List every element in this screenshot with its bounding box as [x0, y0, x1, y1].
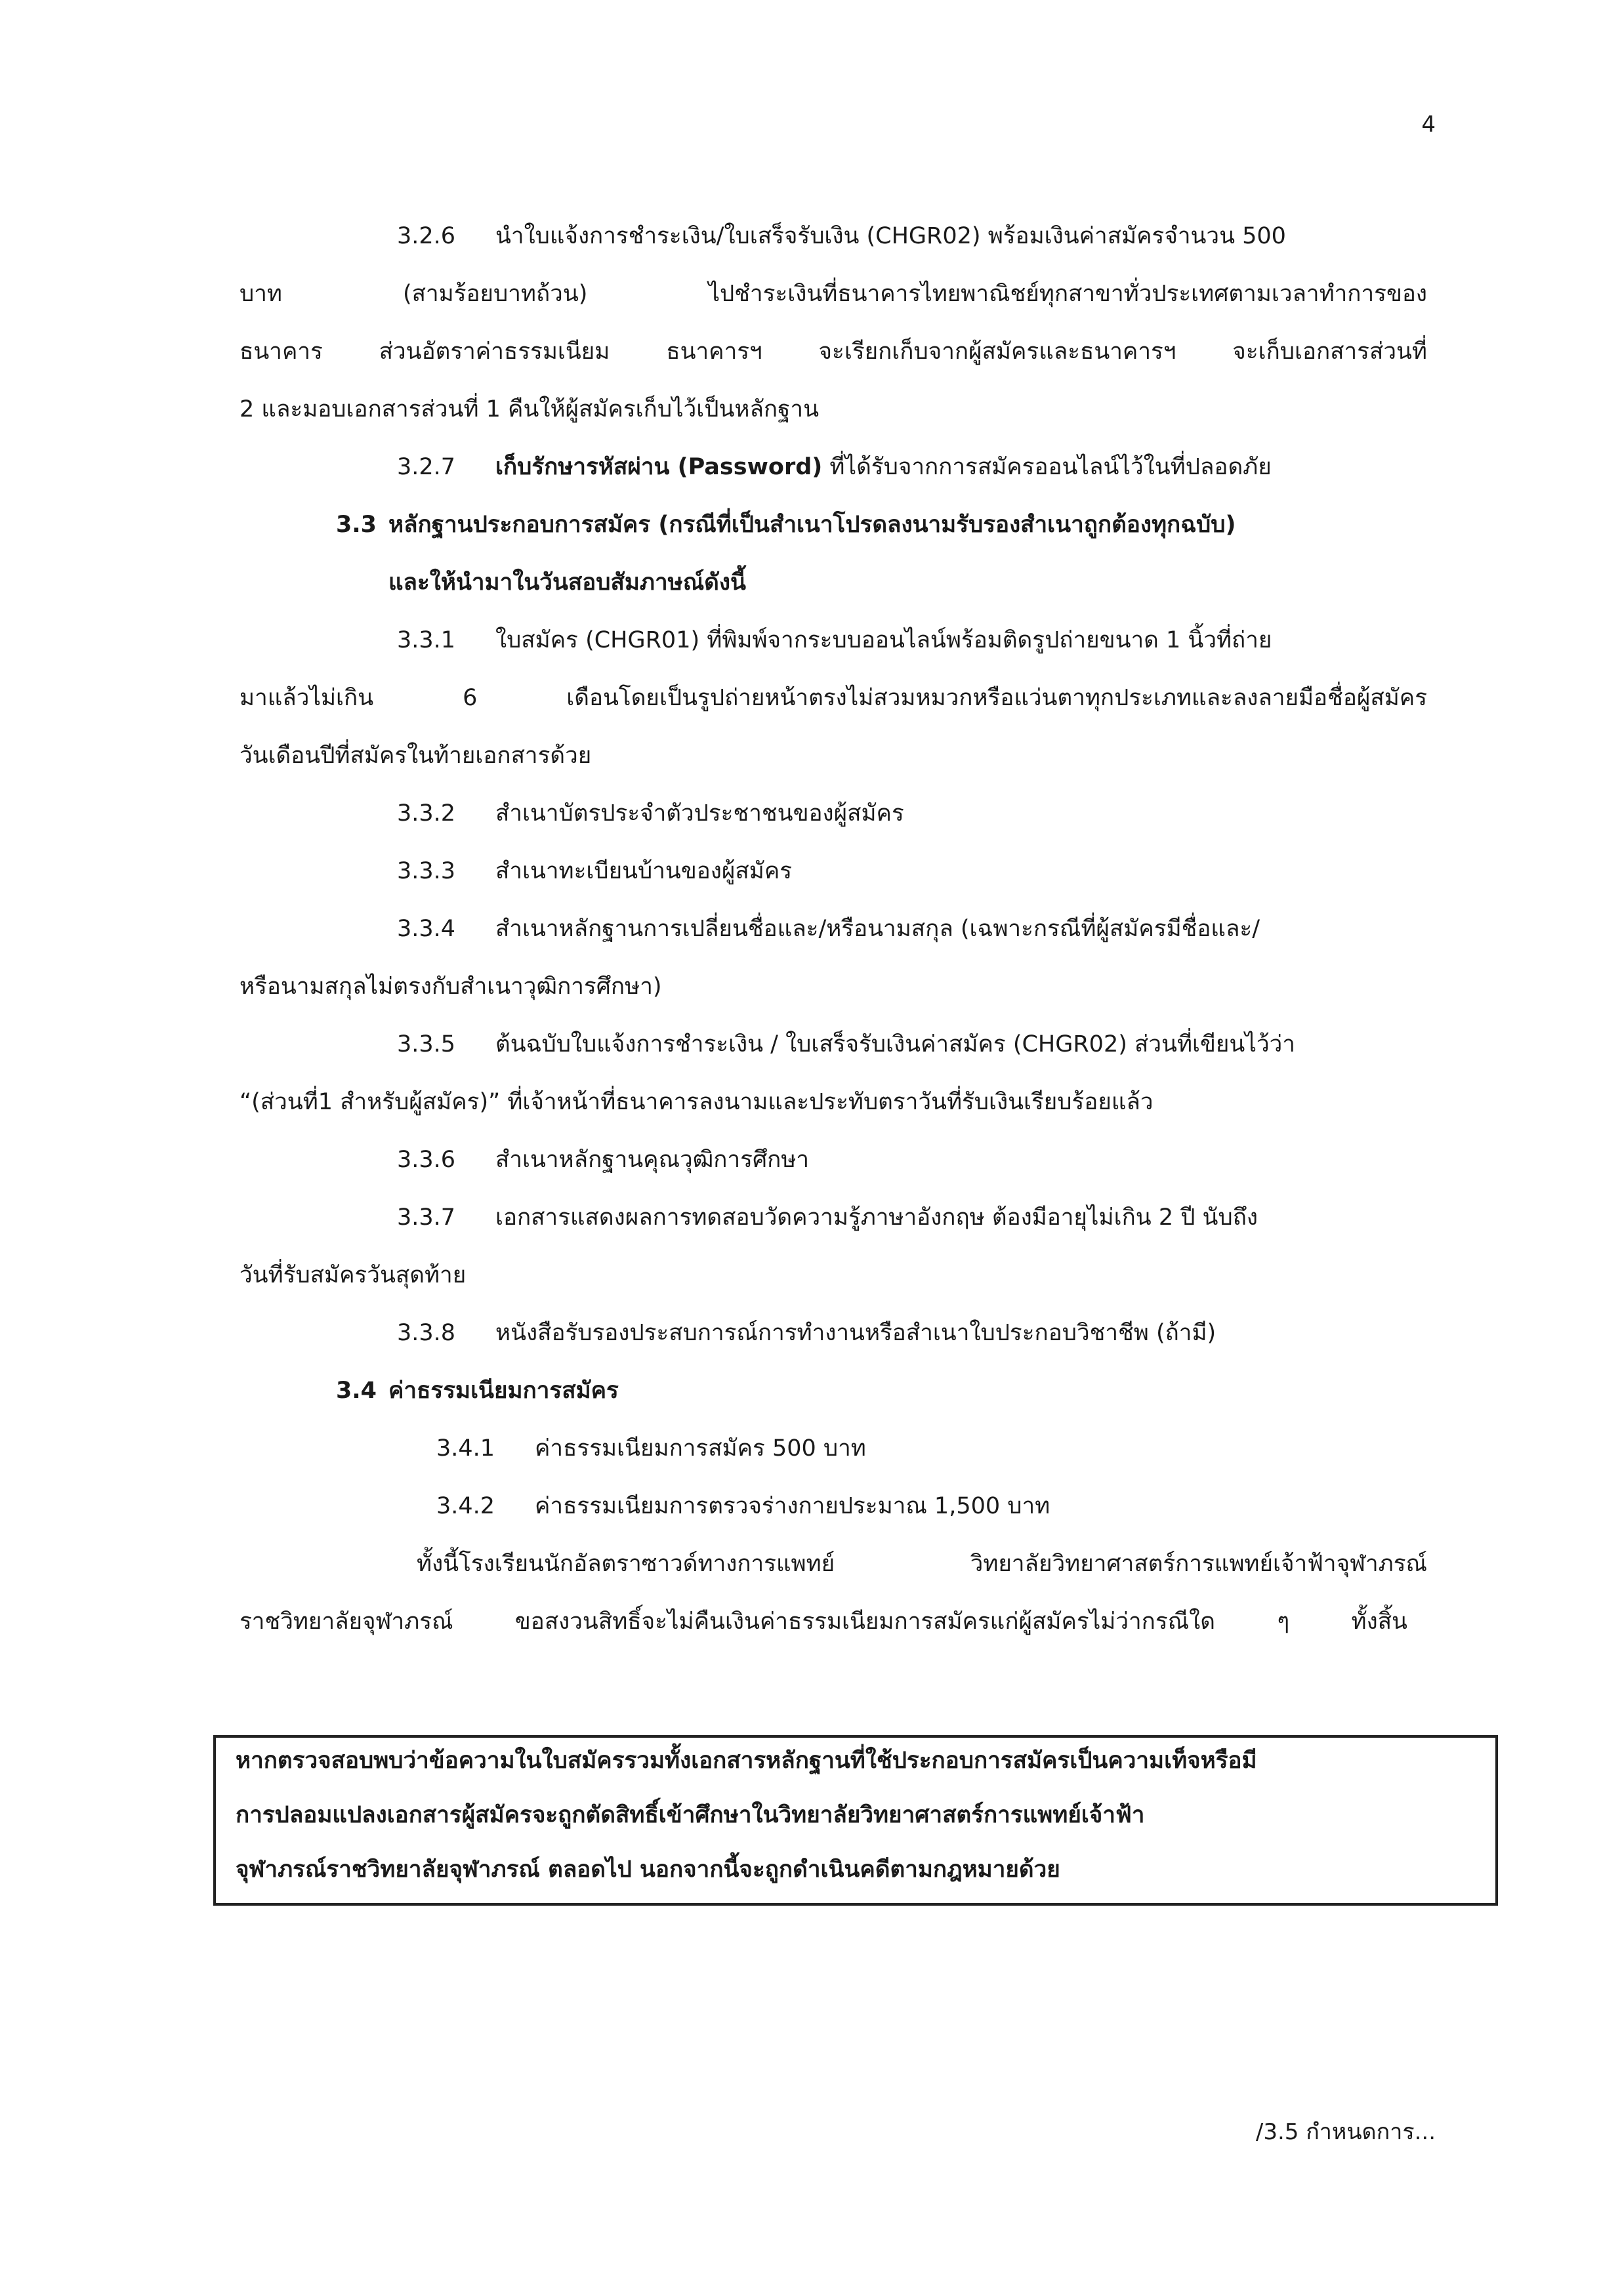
- continuation-footer: /3.5 กำหนดการ...: [1255, 2119, 1436, 2145]
- item-3-2-6-line-3: ธนาคาร ส่วนอัตราค่าธรรมเนียม ธนาคารฯ จะเรียกเก็บจากผู้สมัครและธนาคารฯ จะเก็บเอกสารส่วนที่: [239, 338, 1427, 365]
- warning-line-1: หากตรวจสอบพบว่าข้อความในใบสมัครรวมทั้งเอกสารหลักฐานที่ใช้ประกอบการสมัครเป็นความเท็จหรือมี: [236, 1748, 1257, 1774]
- item-number: 3.3.1: [397, 627, 456, 653]
- item-3-3-6: 3.3.6 สำเนาหลักฐานคุณวุฒิการศึกษา: [397, 1140, 809, 1179]
- warning-line-2: การปลอมแปลงเอกสารผู้สมัครจะถูกตัดสิทธิ์เข้าศึกษาในวิทยาลัยวิทยาศาสตร์การแพทย์เจ้าฟ้า: [236, 1802, 1145, 1828]
- section-3-4-heading: 3.4 ค่าธรรมเนียมการสมัคร: [336, 1371, 619, 1410]
- item-3-3-4-line-2: หรือนามสกุลไม่ตรงกับสำเนาวุฒิการศึกษา): [239, 974, 662, 1000]
- item-number: 3.2.6: [397, 223, 456, 249]
- item-number: 3.3.6: [397, 1147, 456, 1173]
- item-number: 3.3.2: [397, 800, 456, 827]
- item-3-3-1-line-1: 3.3.1 ใบสมัคร (CHGR01) ที่พิมพ์จากระบบออนไลน์พร้อมติดรูปถ่ายขนาด 1 นิ้วที่ถ่าย: [397, 621, 1272, 660]
- fee-note-line-2: ราชวิทยาลัยจุฬาภรณ์ ขอสงวนสิทธิ์จะไม่คืนเงินค่าธรรมเนียมการสมัครแก่ผู้สมัครไม่ว่ากรณีใด ๆ ทั้งสิ้น: [239, 1609, 1407, 1635]
- item-3-3-4-line-1: 3.3.4 สำเนาหลักฐานการเปลี่ยนชื่อและ/หรือนามสกุล (เฉพาะกรณีที่ผู้สมัครมีชื่อและ/: [397, 909, 1260, 949]
- page-number: 4: [1421, 112, 1436, 138]
- section-number: 3.3: [336, 512, 377, 538]
- section-number: 3.4: [336, 1378, 377, 1404]
- item-3-2-6-line-4: 2 และมอบเอกสารส่วนที่ 1 คืนให้ผู้สมัครเก็บไว้เป็นหลักฐาน: [239, 396, 820, 422]
- item-number: 3.3.3: [397, 858, 456, 884]
- item-3-3-8: 3.3.8 หนังสือรับรองประสบการณ์การทำงานหรือสำเนาใบประกอบวิชาชีพ (ถ้ามี): [397, 1313, 1216, 1353]
- item-3-4-2: 3.4.2 ค่าธรรมเนียมการตรวจร่างกายประมาณ 1,500 บาท: [436, 1486, 1050, 1526]
- item-number: 3.4.2: [436, 1493, 495, 1519]
- item-3-2-6-line-2: บาท (สามร้อยบาทถ้วน) ไปชำระเงินที่ธนาคารไทยพาณิชย์ทุกสาขาทั่วประเทศตามเวลาทำการของ: [239, 281, 1427, 307]
- item-3-3-7-line-1: 3.3.7 เอกสารแสดงผลการทดสอบวัดความรู้ภาษาอังกฤษ ต้องมีอายุไม่เกิน 2 ปี นับถึง: [397, 1198, 1258, 1237]
- item-3-3-1-line-3: วันเดือนปีที่สมัครในท้ายเอกสารด้วย: [239, 743, 592, 769]
- item-3-3-5-line-1: 3.3.5 ต้นฉบับใบแจ้งการชำระเงิน / ใบเสร็จรับเงินค่าสมัคร (CHGR02) ส่วนที่เขียนไว้ว่า: [397, 1025, 1295, 1064]
- item-number: 3.3.5: [397, 1031, 456, 1057]
- item-number: 3.3.8: [397, 1320, 456, 1346]
- item-3-3-7-line-2: วันที่รับสมัครวันสุดท้าย: [239, 1262, 467, 1288]
- item-3-3-3: 3.3.3 สำเนาทะเบียนบ้านของผู้สมัคร: [397, 851, 792, 891]
- item-3-3-1-line-2: มาแล้วไม่เกิน 6 เดือนโดยเป็นรูปถ่ายหน้าตรงไม่สวมหมวกหรือแว่นตาทุกประเภทและลงลายมือชื่อผู้สมัคร: [239, 685, 1427, 711]
- item-number: 3.3.7: [397, 1204, 456, 1231]
- item-3-3-5-line-2: “(ส่วนที่1 สำหรับผู้สมัคร)” ที่เจ้าหน้าที่ธนาคารลงนามและประทับตราวันที่รับเงินเรียบร้อยแล้ว: [239, 1089, 1154, 1115]
- item-3-2-6-line-1: 3.2.6 นำใบแจ้งการชำระเงิน/ใบเสร็จรับเงิน (CHGR02) พร้อมเงินค่าสมัครจำนวน 500: [397, 216, 1286, 256]
- item-number: 3.4.1: [436, 1435, 495, 1462]
- item-3-2-7: 3.2.7 เก็บรักษารหัสผ่าน (Password) ที่ได้รับจากการสมัครออนไลน์ไว้ในที่ปลอดภัย: [397, 447, 1272, 487]
- item-3-4-1: 3.4.1 ค่าธรรมเนียมการสมัคร 500 บาท: [436, 1429, 866, 1468]
- item-number: 3.2.7: [397, 454, 456, 480]
- section-3-3-heading-line-2: และให้นำมาในวันสอบสัมภาษณ์ดังนี้: [388, 569, 746, 596]
- fee-note-line-1: ทั้งนี้โรงเรียนนักอัลตราซาวด์ทางการแพทย์ วิทยาลัยวิทยาศาสตร์การแพทย์เจ้าฟ้าจุฬาภรณ์: [417, 1551, 1427, 1577]
- item-3-3-2: 3.3.2 สำเนาบัตรประจำตัวประชาชนของผู้สมัคร: [397, 794, 904, 833]
- warning-line-3: จุฬาภรณ์ราชวิทยาลัยจุฬาภรณ์ ตลอดไป นอกจากนี้จะถูกดำเนินคดีตามกฎหมายด้วย: [236, 1856, 1060, 1883]
- password-emphasis: เก็บรักษารหัสผ่าน (Password): [495, 454, 823, 480]
- warning-box: [213, 1735, 1498, 1906]
- section-3-3-heading: 3.3 หลักฐานประกอบการสมัคร (กรณีที่เป็นสำเนาโปรดลงนามรับรองสำเนาถูกต้องทุกฉบับ): [336, 505, 1236, 544]
- item-number: 3.3.4: [397, 916, 456, 942]
